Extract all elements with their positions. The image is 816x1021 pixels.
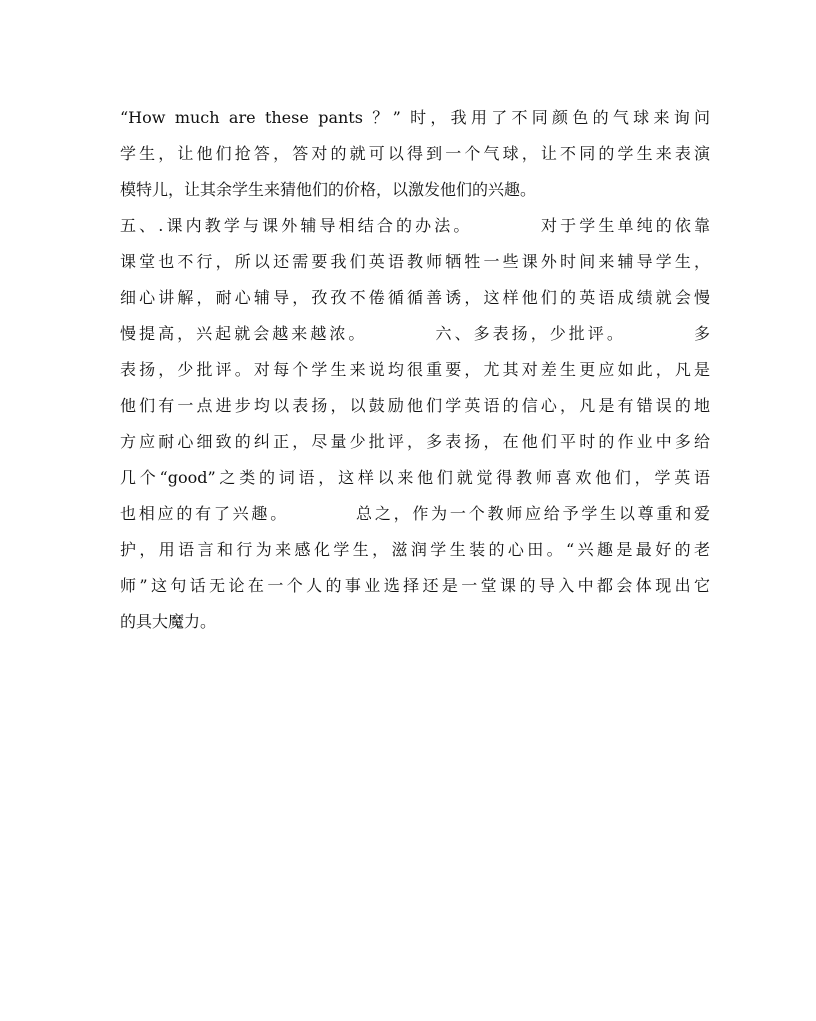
paragraph-line: 护，用语言和行为来感化学生，滋润学生装的心田。“兴趣是最好的老 [120,540,710,559]
paragraph-line: 师”这句话无论在一个人的事业选择还是一堂课的导入中都会体现出它 [120,576,710,595]
paragraph-line: 模特儿，让其余学生来猜他们的价格，以激发他们的兴趣。 [120,180,537,199]
paragraph-line: 课堂也不行，所以还需要我们英语教师牺牲一些课外时间来辅导学生， [120,252,710,271]
paragraph-line: 表扬，少批评。对每个学生来说均很重要，尤其对差生更应如此，凡是 [120,360,710,379]
paragraph-line: 五、.课内教学与课外辅导相结合的办法。 对于学生单纯的依靠 [120,216,710,235]
paragraph-line: 细心讲解，耐心辅导，孜孜不倦循循善诱，这样他们的英语成绩就会慢 [120,288,710,307]
paragraph-line: 他们有一点进步均以表扬，以鼓励他们学英语的信心，凡是有错误的地 [120,396,710,415]
paragraph-line: 的具大魔力。 [120,612,217,631]
paragraph-line: “How much are these pants ？” 时，我用了不同颜色的气球来询问 [120,108,710,127]
paragraph-line: 方应耐心细致的纠正，尽量少批评，多表扬，在他们平时的作业中多给 [120,432,710,451]
paragraph-line: 也相应的有了兴趣。 总之，作为一个教师应给予学生以尊重和爱 [120,504,710,523]
paragraph-line: 慢提高，兴起就会越来越浓。 六、多表扬，少批评。 多 [120,324,710,343]
body-text [120,100,710,640]
paragraph-line: 几个“good”之类的词语，这样以来他们就觉得教师喜欢他们，学英语 [120,468,710,487]
paragraph-line: 学生，让他们抢答，答对的就可以得到一个气球，让不同的学生来表演 [120,144,710,163]
